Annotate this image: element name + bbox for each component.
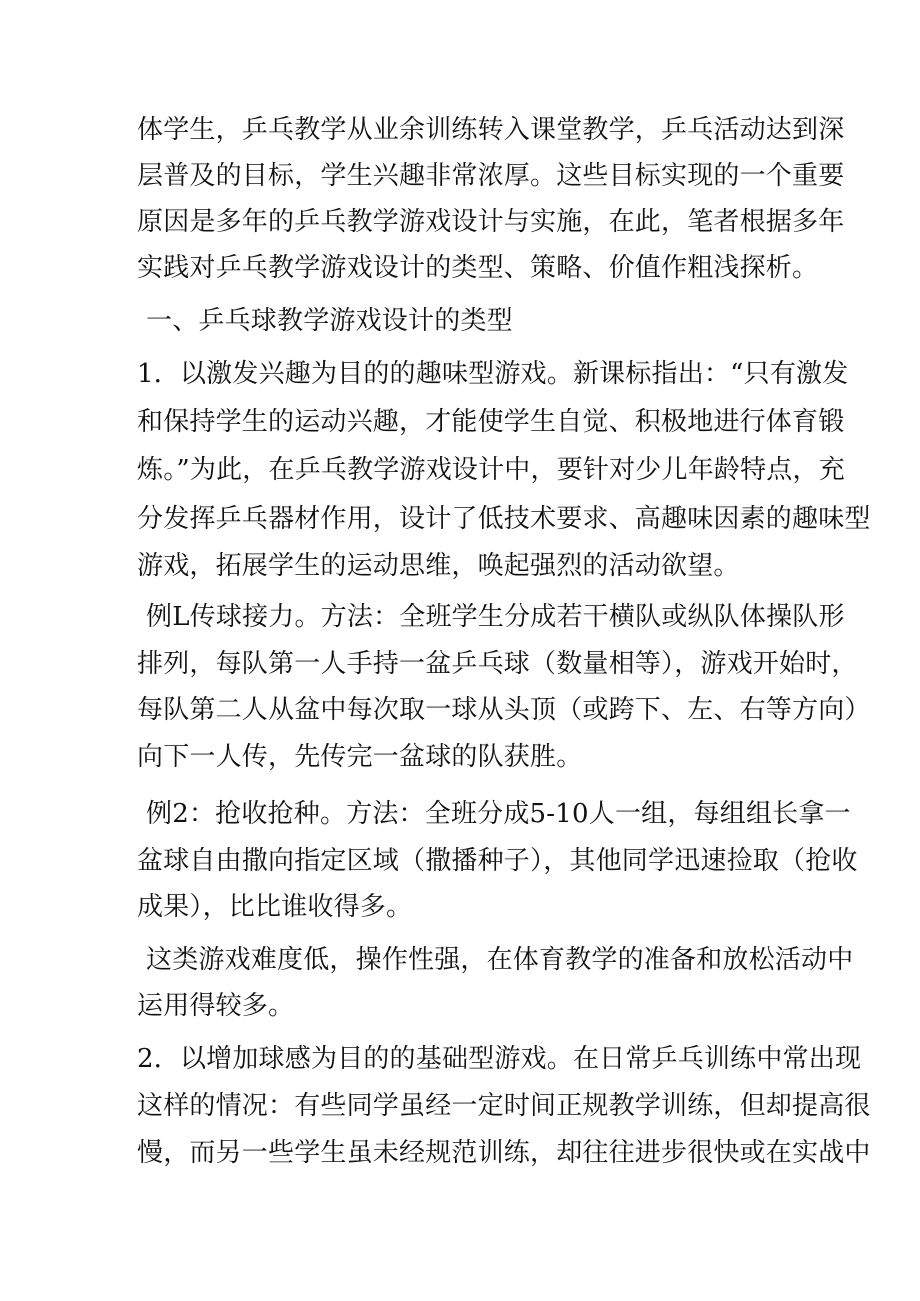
paragraph-line: 这样的情况：有些同学虽经一定时间正规教学训练，但却提高很 — [137, 1091, 871, 1121]
paragraph-line: 慢，而另一些学生虽未经规范训练，却往往进步很快或在实战中 — [137, 1138, 871, 1168]
paragraph-line: 例2：抢收抢种。方法：全班分成5-10人一组，每组组长拿一 — [146, 799, 851, 829]
paragraph-line: 层普及的目标，学生兴趣非常浓厚。这些目标实现的一个重要 — [137, 161, 845, 191]
section-heading: 一、乒乓球教学游戏设计的类型 — [146, 306, 513, 336]
paragraph-line: 1．以激发兴趣为目的的趣味型游戏。新课标指出：“只有激发 — [137, 359, 849, 389]
paragraph-line: 排列，每队第一人手持一盆乒乓球（数量相等），游戏开始时， — [137, 649, 858, 679]
paragraph-line: 运用得较多。 — [137, 991, 295, 1021]
paragraph-line: 炼。”为此，在乒乓教学游戏设计中，要针对少儿年龄特点，充 — [137, 455, 845, 485]
paragraph-line: 例L传球接力。方法：全班学生分成若干横队或纵队体操队形 — [146, 602, 845, 632]
paragraph-line: 分发挥乒乓器材作用，设计了低技术要求、高趣味因素的趣味型 — [137, 504, 871, 534]
paragraph-line: 实践对乒乓教学游戏设计的类型、策略、价值作粗浅探析。 — [137, 253, 819, 283]
paragraph-line: 原因是多年的乒乓教学游戏设计与实施，在此，笔者根据多年 — [137, 207, 845, 237]
paragraph-line: 这类游戏难度低，操作性强，在体育教学的准备和放松活动中 — [146, 945, 854, 975]
paragraph-line: 2．以增加球感为目的的基础型游戏。在日常乒乓训练中常出现 — [137, 1044, 862, 1074]
paragraph-line: 游戏，拓展学生的运动思维，唤起强烈的活动欲望。 — [137, 551, 740, 581]
paragraph-line: 体学生，乒乓教学从业余训练转入课堂教学，乒乓活动达到深 — [137, 115, 845, 145]
paragraph-line: 和保持学生的运动兴趣，才能使学生自觉、积极地进行体育锻 — [137, 407, 845, 437]
paragraph-line: 向下一人传，先传完一盆球的队获胜。 — [137, 742, 583, 772]
paragraph-line: 盆球自由撒向指定区域（撒播种子），其他同学迅速捡取（抢收 — [137, 846, 858, 876]
paragraph-line: 成果），比比谁收得多。 — [137, 892, 413, 922]
paragraph-line: 每队第二人从盆中每次取一球从头顶（或跨下、左、右等方向） — [137, 695, 871, 725]
